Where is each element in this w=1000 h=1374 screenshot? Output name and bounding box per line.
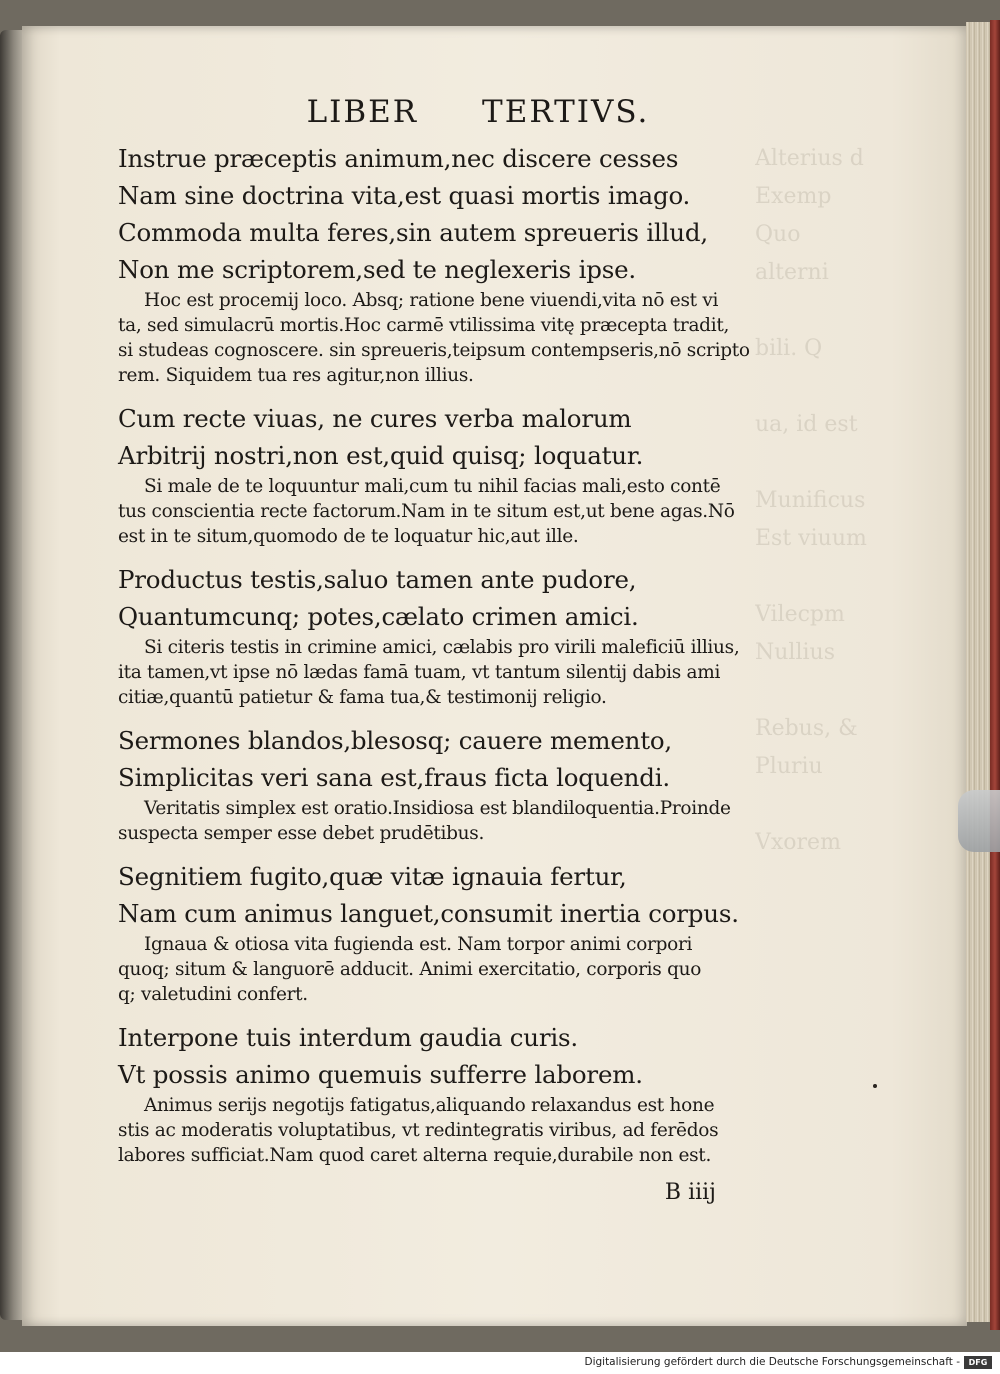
footer-credit: Digitalisierung gefördert durch die Deutsche Forschungsgemeinschaft - [584,1356,960,1368]
commentary-line: labores sufficiat.Nam quod caret alterna requie,durabile non est. [118,1145,712,1166]
verse-section [118,722,778,846]
verse-line: Sermones blandos,blesosq; cauere memento, [118,726,672,755]
footer-bar [0,1352,1000,1374]
commentary [118,932,778,1007]
commentary-line: Animus serijs negotijs fatigatus,aliquando relaxandus est hone [144,1095,715,1116]
verse-line: Nam cum animus languet,consumit inertia corpus. [118,899,739,928]
verse-line: Simplicitas veri sana est,fraus ficta loquendi. [118,763,670,792]
verse-line: Segnitiem fugito,quæ vitæ ignauia fertur, [118,862,627,891]
commentary-line: Si citeris testis in crimine amici, cælabis pro virili maleficiū illius, [144,637,740,658]
running-head [118,92,778,132]
commentary-line: Si male de te loquuntur mali,cum tu nihil facias mali,esto contē [144,476,721,497]
verse-section [118,561,778,710]
commentary-line: Veritatis simplex est oratio.Insidiosa est blandiloquentia.Proinde [144,798,731,819]
commentary-line: Ignaua & otiosa vita fugienda est. Nam torpor animi corpori [144,934,693,955]
commentary-line: est in te situm,quomodo de te loquatur hic,aut ille. [118,526,579,547]
verse-line: Nam sine doctrina vita,est quasi mortis imago. [118,181,691,210]
commentary-line: citiæ,quantū patietur & fama tua,& testimonij religio. [118,687,607,708]
signature-mark: B iiij [664,1180,716,1205]
commentary-line: ta, sed simulacrū mortis.Hoc carmē vtilissima vitę præcepta tradit, [118,315,730,336]
commentary-line: q; valetudini confert. [118,984,308,1005]
verse-line: Productus testis,saluo tamen ante pudore, [118,565,637,594]
commentary-line: tus conscientia recte factorum.Nam in te situm est,ut bene agas.Nō [118,501,735,522]
commentary-line: si studeas cognoscere. sin spreueris,teipsum contempseris,nō scripto [118,340,750,361]
ink-speck [873,1084,877,1088]
verse-line: Quantumcunq; potes,cælato crimen amici. [118,602,639,631]
verse-line: Commoda multa feres,sin autem spreueris illud, [118,218,708,247]
verse-line: Interpone tuis interdum gaudia curis. [118,1023,578,1052]
commentary-line: Hoc est procemij loco. Absq; ratione bene viuendi,vita nō est vi [144,290,719,311]
commentary-line: quoq; situm & languorē adducit. Animi exercitatio, corporis quo [118,959,702,980]
verse-section [118,1019,778,1168]
verse-line: Cum recte viuas, ne cures verba malorum [118,404,632,433]
text-block [118,92,778,1205]
commentary-line: suspecta semper esse debet prudētibus. [118,823,485,844]
commentary-line: ita tamen,vt ipse nō lædas famā tuam, vt tantum silentij dabis ami [118,662,721,683]
commentary [118,796,778,846]
commentary [118,635,778,710]
running-head-right: TERTIVS. [482,94,650,130]
running-head-left: LIBER [306,94,419,130]
commentary-line: rem. Siquidem tua res agitur,non illius. [118,365,474,386]
commentary [118,1093,778,1168]
commentary-line: stis ac moderatis voluptatibus, vt redintegratis viribus, ad ferēdos [118,1120,719,1141]
commentary [118,474,778,549]
verse-line: Non me scriptorem,sed te neglexeris ipse. [118,255,636,284]
verse-line: Vt possis animo quemuis sufferre laborem. [118,1060,643,1089]
page-clip [958,790,1000,852]
dfg-logo: DFG [964,1356,992,1369]
verse-line: Instrue præceptis animum,nec discere cesses [118,144,679,173]
verse-section [118,858,778,1007]
verse-line: Arbitrij nostri,non est,quid quisq; loquatur. [118,441,644,470]
book-cover-edge [990,20,1000,1330]
verse-section [118,140,778,388]
commentary [118,288,778,388]
verse-section [118,400,778,549]
sections [118,140,778,1168]
page-edges [966,22,992,1322]
